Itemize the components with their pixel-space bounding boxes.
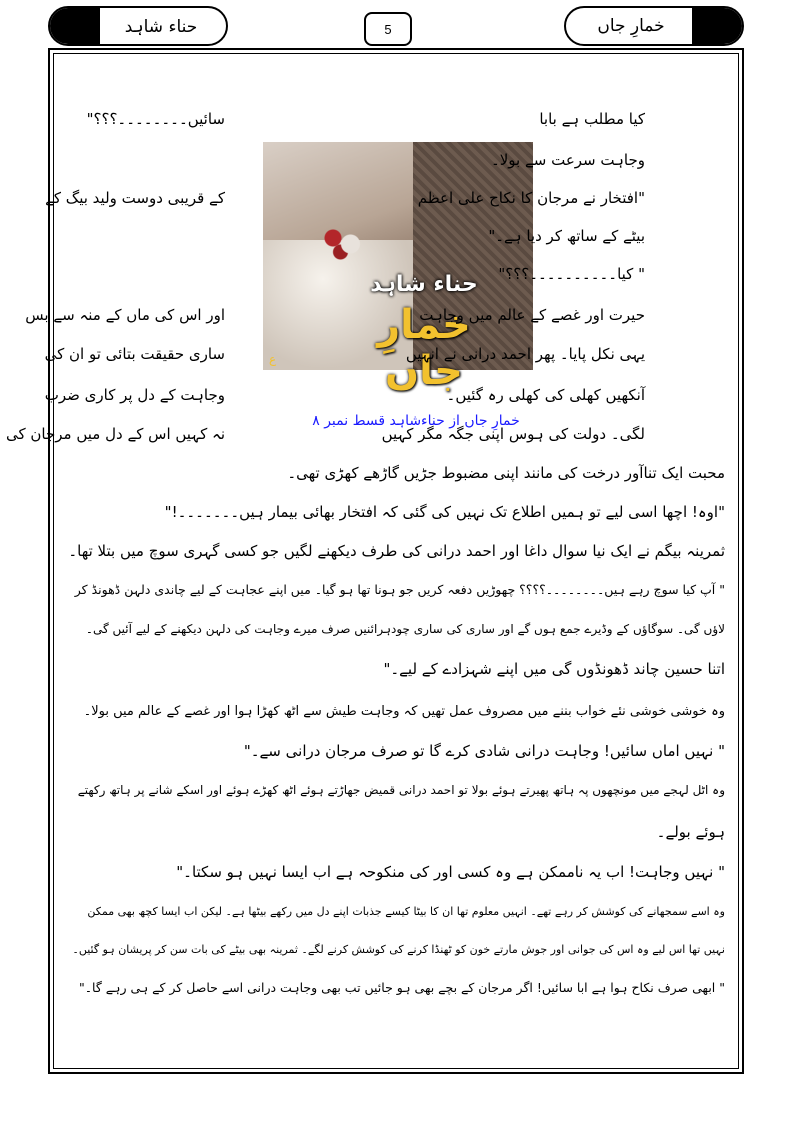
- cover-author: حناء شاہد: [370, 272, 478, 297]
- body-line: نہیں تھا اس لیے وہ اس کی جوانی اور جوش مارتے خون کو ٹھنڈا کرنے کی کوشش کرنے لگے۔ ثمرینہ بھی بیٹے کی بات سن کر پریشان ہو گئیں۔: [72, 943, 725, 956]
- body-line: لاؤں گی۔ سوگاؤں کے وڈیرے جمع ہوں گے اور ساری کی ساری چودہرائنیں صرف میرے وجاہت کی دلہن دیکھنے کے لیے آئیں گی۔: [85, 622, 725, 636]
- right-col-line: کیا مطلب ہے بابا: [539, 110, 645, 128]
- header-author: حناء شاہد: [124, 16, 198, 37]
- right-col-line: لگی۔ دولت کی ہوس اپنی جگہ مگر کہیں: [381, 425, 645, 443]
- body-line: ہوئے بولے۔: [656, 823, 725, 841]
- right-col-line: یہی نکل پایا۔ پھر احمد درانی نے انہیں: [405, 345, 645, 363]
- left-col-line: اور اس کی ماں کے منہ سے بس: [25, 306, 225, 324]
- page-number: 5: [364, 12, 412, 46]
- body-line: "اوہ! اچھا اسی لیے تو ہمیں اطلاع تک نہیں کی گئی کہ افتخار بھائی بیمار ہیں۔۔۔۔۔۔۔!": [164, 503, 725, 521]
- body-line: وہ اسے سمجھانے کی کوشش کر رہے تھے۔ انہیں معلوم تھا ان کا بیٹا کیسے جذبات اپنے دل میں رکھے بیٹھا ہے۔ لیکن اب ایسا کچھ بھی ممکن: [87, 905, 725, 918]
- body-line: اتنا حسین چاند ڈھونڈوں گی میں اپنے شہزادے کے لیے۔": [383, 660, 725, 678]
- header-title: خمارِ جاں: [597, 16, 665, 36]
- body-line: " نہیں وجاہت! اب یہ ناممکن ہے وہ کسی اور کی منکوحہ ہے اب ایسا نہیں ہو سکتا۔": [176, 863, 725, 881]
- left-col-line: سائیں۔۔۔۔۔۔۔۔؟؟؟": [86, 110, 225, 128]
- right-col-line: بیٹے کے ساتھ کر دیا ہے۔": [488, 227, 645, 245]
- body-line: " ابھی صرف نکاح ہوا ہے ابا سائیں! اگر مرجان کے بچے بھی ہو جائیں تب بھی وجاہت درانی اسے حاصل کر کے ہی رہے گا۔": [78, 980, 725, 995]
- body-line: " آپ کیا سوچ رہے ہیں۔۔۔۔۔۔۔۔؟؟؟؟ چھوڑیں دفعہ کریں جو ہونا تھا ہو گیا۔ میں اپنے عجاہت کے لیے چاندی دلہن ڈھونڈ کر: [74, 582, 725, 597]
- left-col-line: نہ کہیں اس کے دل میں مرجان کی: [6, 425, 225, 443]
- body-line: محبت ایک تناآور درخت کی مانند اپنی مضبوط جڑیں گاڑھے کھڑی تھی۔: [287, 464, 725, 482]
- right-col-line: حیرت اور غصے کے عالم میں وجاہت: [419, 306, 645, 324]
- header-title-pill: [564, 6, 744, 46]
- book-cover-image: [263, 142, 533, 394]
- left-col-line: ساری حقیقت بتائی تو ان کی: [44, 345, 225, 363]
- body-line: وہ اٹل لہجے میں مونچھوں پہ ہاتھ پھیرتے ہوئے بولا تو احمد درانی قمیض جھاڑتے ہوئے اٹھ کھڑے ہوئے اور اسکے شانے پر ہاتھ رکھتے: [77, 783, 725, 797]
- right-col-line: " کیا۔۔۔۔۔۔۔۔۔۔؟؟؟": [498, 265, 645, 283]
- right-col-line: وجاہت سرعت سے بولا۔: [490, 151, 645, 169]
- body-line: وہ خوشی خوشی نئے خواب بننے میں مصروف عمل تھیں کہ وجاہت طیش سے اٹھ کھڑا ہوا اور غصے کے عالم میں بولا۔: [83, 704, 725, 719]
- body-line: ثمرینہ بیگم نے ایک نیا سوال داغا اور احمد درانی کی طرف دیکھنے لگیں جو کسی گہری سوچ میں بتلا تھا۔: [68, 542, 725, 560]
- left-col-line: وجاہت کے دل پر کاری ضرب: [44, 386, 225, 404]
- right-col-line: "افتخار نے مرجان کا نکاح علی اعظم: [417, 189, 645, 207]
- pill-cap-left: [50, 8, 100, 44]
- cover-logo-icon: ع: [269, 352, 277, 366]
- left-col-line: کے قریبی دوست ولید بیگ کے: [45, 189, 225, 207]
- cover-flowers: [318, 222, 368, 262]
- episode-caption: خمارِ جاں از حناءشاہد قسط نمبر ۸: [312, 413, 520, 429]
- right-col-line: آنکھیں کھلی کی کھلی رہ گئیں۔: [446, 386, 645, 404]
- header-author-pill: [48, 6, 228, 46]
- cover-title: خمارِ جاں: [377, 302, 471, 394]
- pill-cap-right: [692, 8, 742, 44]
- body-line: " نہیں اماں سائیں! وجاہت درانی شادی کرے گا تو صرف مرجان درانی سے۔": [243, 742, 725, 760]
